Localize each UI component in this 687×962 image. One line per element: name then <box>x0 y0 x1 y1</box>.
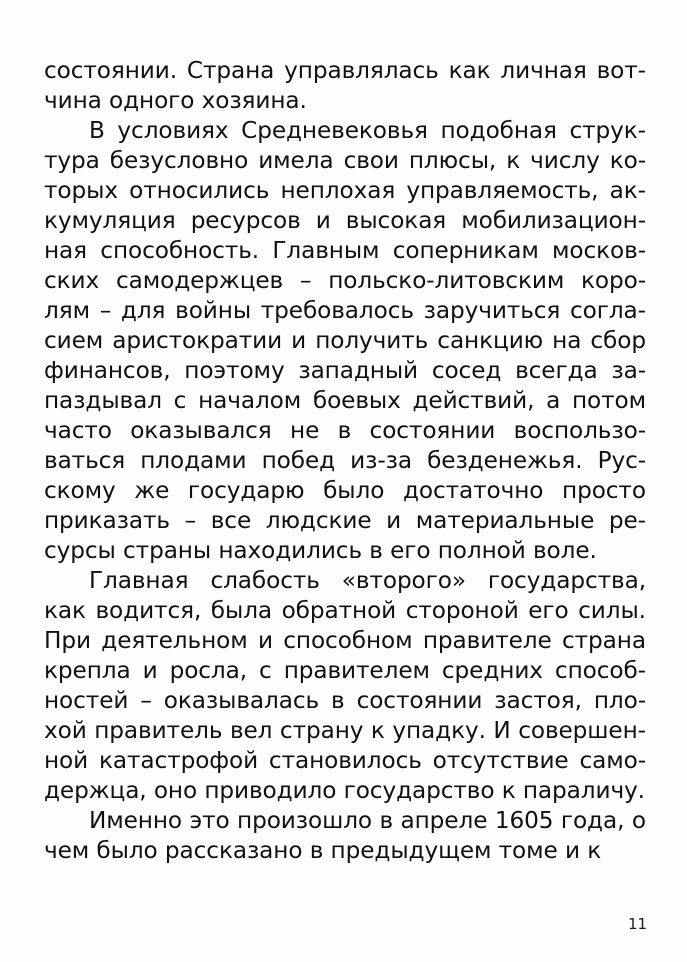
text-word: была <box>210 597 273 624</box>
text-word: его <box>528 597 569 624</box>
text-word: и <box>257 627 273 654</box>
text-word: и <box>315 207 331 234</box>
text-word: из-за <box>350 447 412 474</box>
text-line <box>44 746 646 776</box>
body-text-column <box>44 56 646 866</box>
text-word: как <box>448 57 491 84</box>
text-word: а <box>546 387 561 414</box>
text-word: управляемость, <box>406 177 599 204</box>
text-word: было <box>323 477 385 504</box>
text-word: высокая <box>345 207 447 234</box>
text-word: воспользо- <box>513 417 646 444</box>
text-line <box>44 686 646 716</box>
text-word: ских <box>44 267 100 294</box>
text-word: подобная <box>440 117 557 144</box>
text-word: способном <box>283 627 413 654</box>
text-word: действий, <box>412 387 535 414</box>
text-word: средних <box>441 657 543 684</box>
text-word: коро- <box>581 267 646 294</box>
page-number: 11 <box>628 915 648 933</box>
text-word: условиях <box>117 117 229 144</box>
text-line: чина одного хозяина. <box>44 87 307 114</box>
text-word: росла, <box>169 657 248 684</box>
text-word: силы. <box>578 597 646 624</box>
text-word: произошло <box>237 807 373 834</box>
text-line <box>44 506 646 536</box>
text-word: апреле <box>400 807 488 834</box>
text-word: правитель <box>94 717 223 744</box>
text-word: страна <box>562 627 646 654</box>
text-word: людские <box>265 507 372 534</box>
text-word: правителе <box>422 627 552 654</box>
text-word: струк- <box>569 117 646 144</box>
text-line <box>44 806 646 836</box>
text-word: кумуляция <box>44 207 176 234</box>
text-word: сием <box>44 327 104 354</box>
text-word: способность. <box>100 237 260 264</box>
text-word: – <box>140 687 152 714</box>
text-line <box>44 476 646 506</box>
text-word: безусловно <box>109 147 249 174</box>
text-word: приказать <box>44 507 170 534</box>
text-word: требовалось <box>260 297 414 324</box>
text-word: ностей <box>44 687 129 714</box>
text-word: оказывалась <box>163 687 320 714</box>
text-word: личная <box>500 57 587 84</box>
text-line <box>44 356 646 386</box>
text-word: «второго» <box>341 567 466 594</box>
text-line: чем было рассказано в предыдущем томе и к <box>44 837 602 864</box>
text-word: торых <box>44 177 118 204</box>
text-word: согла- <box>570 297 646 324</box>
text-word: ак- <box>609 177 646 204</box>
text-line <box>44 146 646 176</box>
text-word: Именно <box>89 807 183 834</box>
text-word: самодержцев <box>115 267 284 294</box>
text-word: государства, <box>487 567 646 594</box>
text-word: ная <box>44 237 88 264</box>
text-word: потом <box>571 387 646 414</box>
text-word: аристократии <box>112 327 283 354</box>
text-word: числу <box>530 147 600 174</box>
text-word: Главным <box>272 237 380 264</box>
text-line <box>44 296 646 326</box>
text-line <box>44 206 646 236</box>
text-line <box>44 56 646 86</box>
text-word: имела <box>258 147 334 174</box>
text-line <box>44 176 646 206</box>
text-word: Рус- <box>597 447 646 474</box>
text-word: отсутствие <box>432 747 569 774</box>
text-word: совершен- <box>518 717 646 744</box>
text-word: же <box>134 477 170 504</box>
text-line <box>44 416 646 446</box>
text-word: мобилизацион- <box>461 207 646 234</box>
text-word: – <box>299 267 312 294</box>
text-word: просто <box>562 477 646 504</box>
text-word: лям <box>44 297 90 324</box>
text-word: пло- <box>593 687 646 714</box>
text-word: вел <box>229 717 273 744</box>
text-word: оказывался <box>130 417 272 444</box>
text-word: для <box>120 297 166 324</box>
text-word: за- <box>611 357 646 384</box>
text-word: ко- <box>609 147 646 174</box>
text-word: крепла <box>44 657 131 684</box>
text-word: неплохая <box>280 177 396 204</box>
text-word: свои <box>343 147 399 174</box>
text-word: заручиться <box>423 297 561 324</box>
text-word: – <box>184 507 197 534</box>
text-word: При <box>44 627 91 654</box>
text-word: Средневековья <box>241 117 428 144</box>
text-word: соперникам <box>392 237 539 264</box>
text-word: на <box>552 327 582 354</box>
text-word: года, <box>560 807 625 834</box>
text-word: в <box>331 687 345 714</box>
text-line <box>44 236 646 266</box>
text-line <box>44 626 646 656</box>
text-word: стороной <box>405 597 519 624</box>
text-word: способ- <box>554 657 646 684</box>
text-word: состоянии <box>356 687 483 714</box>
text-word: побед <box>261 447 336 474</box>
text-word: обратной <box>281 597 397 624</box>
text-word: не <box>290 417 320 444</box>
text-word: состоянии <box>369 417 496 444</box>
text-word: тура <box>44 147 100 174</box>
text-line <box>44 116 646 146</box>
text-word: застоя, <box>494 687 582 714</box>
text-word: к <box>370 717 385 744</box>
text-word: польско-литовским <box>328 267 565 294</box>
text-word: хой <box>44 717 87 744</box>
text-word: о <box>631 807 646 834</box>
text-word: поэтому <box>184 357 285 384</box>
text-word: началом <box>198 387 302 414</box>
text-word: москов- <box>552 237 646 264</box>
text-word: состоянии. <box>44 57 177 84</box>
text-word: слабость <box>210 567 320 594</box>
text-word: ной <box>44 747 89 774</box>
text-word: ресурсов <box>190 207 301 234</box>
text-word: В <box>89 117 105 144</box>
text-word: деятельном <box>101 627 248 654</box>
text-line <box>44 386 646 416</box>
text-line: сурсы страны находились в его полной воле. <box>44 537 597 564</box>
text-word: безденежья. <box>427 447 583 474</box>
text-word: ваться <box>44 447 126 474</box>
text-word: в <box>337 417 352 444</box>
text-word: сосед <box>431 357 502 384</box>
text-word: с <box>259 657 272 684</box>
text-word: плюсы, <box>408 147 497 174</box>
text-word: правителем <box>283 657 430 684</box>
text-word: получить <box>315 327 429 354</box>
text-word: материальные <box>415 507 595 534</box>
text-word: Главная <box>89 567 189 594</box>
text-word: достаточно <box>402 477 544 504</box>
text-word: и <box>386 507 402 534</box>
text-line <box>44 326 646 356</box>
text-word: становилось <box>268 747 422 774</box>
text-word: западный <box>298 357 419 384</box>
text-line <box>44 716 646 746</box>
text-word: всегда <box>515 357 598 384</box>
text-word: плодами <box>140 447 247 474</box>
text-line <box>44 656 646 686</box>
text-word: упадку. <box>392 717 486 744</box>
text-word: санкцию <box>437 327 544 354</box>
text-word: И <box>493 717 511 744</box>
text-line <box>44 446 646 476</box>
text-word: паздывал <box>44 387 162 414</box>
text-word: к <box>506 147 521 174</box>
text-word: войны <box>175 297 252 324</box>
text-word: финансов, <box>44 357 171 384</box>
text-word: боевых <box>312 387 401 414</box>
text-word: часто <box>44 417 112 444</box>
text-word: это <box>189 807 230 834</box>
text-word: как <box>44 597 86 624</box>
text-line <box>44 566 646 596</box>
text-word: Страна <box>186 57 275 84</box>
text-word: и <box>142 657 158 684</box>
text-word: – <box>99 297 112 324</box>
text-word: ре- <box>608 507 646 534</box>
text-line <box>44 596 646 626</box>
text-word: все <box>210 507 252 534</box>
text-word: государю <box>187 477 305 504</box>
text-word: относились <box>129 177 270 204</box>
text-line <box>44 266 646 296</box>
text-word: 1605 <box>494 807 554 834</box>
text-word: сбор <box>590 327 646 354</box>
text-word: страну <box>279 717 364 744</box>
text-word: управлялась <box>284 57 439 84</box>
text-word: вот- <box>596 57 646 84</box>
text-word: скому <box>44 477 116 504</box>
text-word: и <box>291 327 307 354</box>
text-line: держца, оно приводило государство к параличу. <box>44 777 645 804</box>
text-word: катастрофой <box>98 747 259 774</box>
text-word: в <box>379 807 394 834</box>
text-word: с <box>173 387 187 414</box>
text-word: водится, <box>95 597 202 624</box>
text-word: само- <box>579 747 646 774</box>
